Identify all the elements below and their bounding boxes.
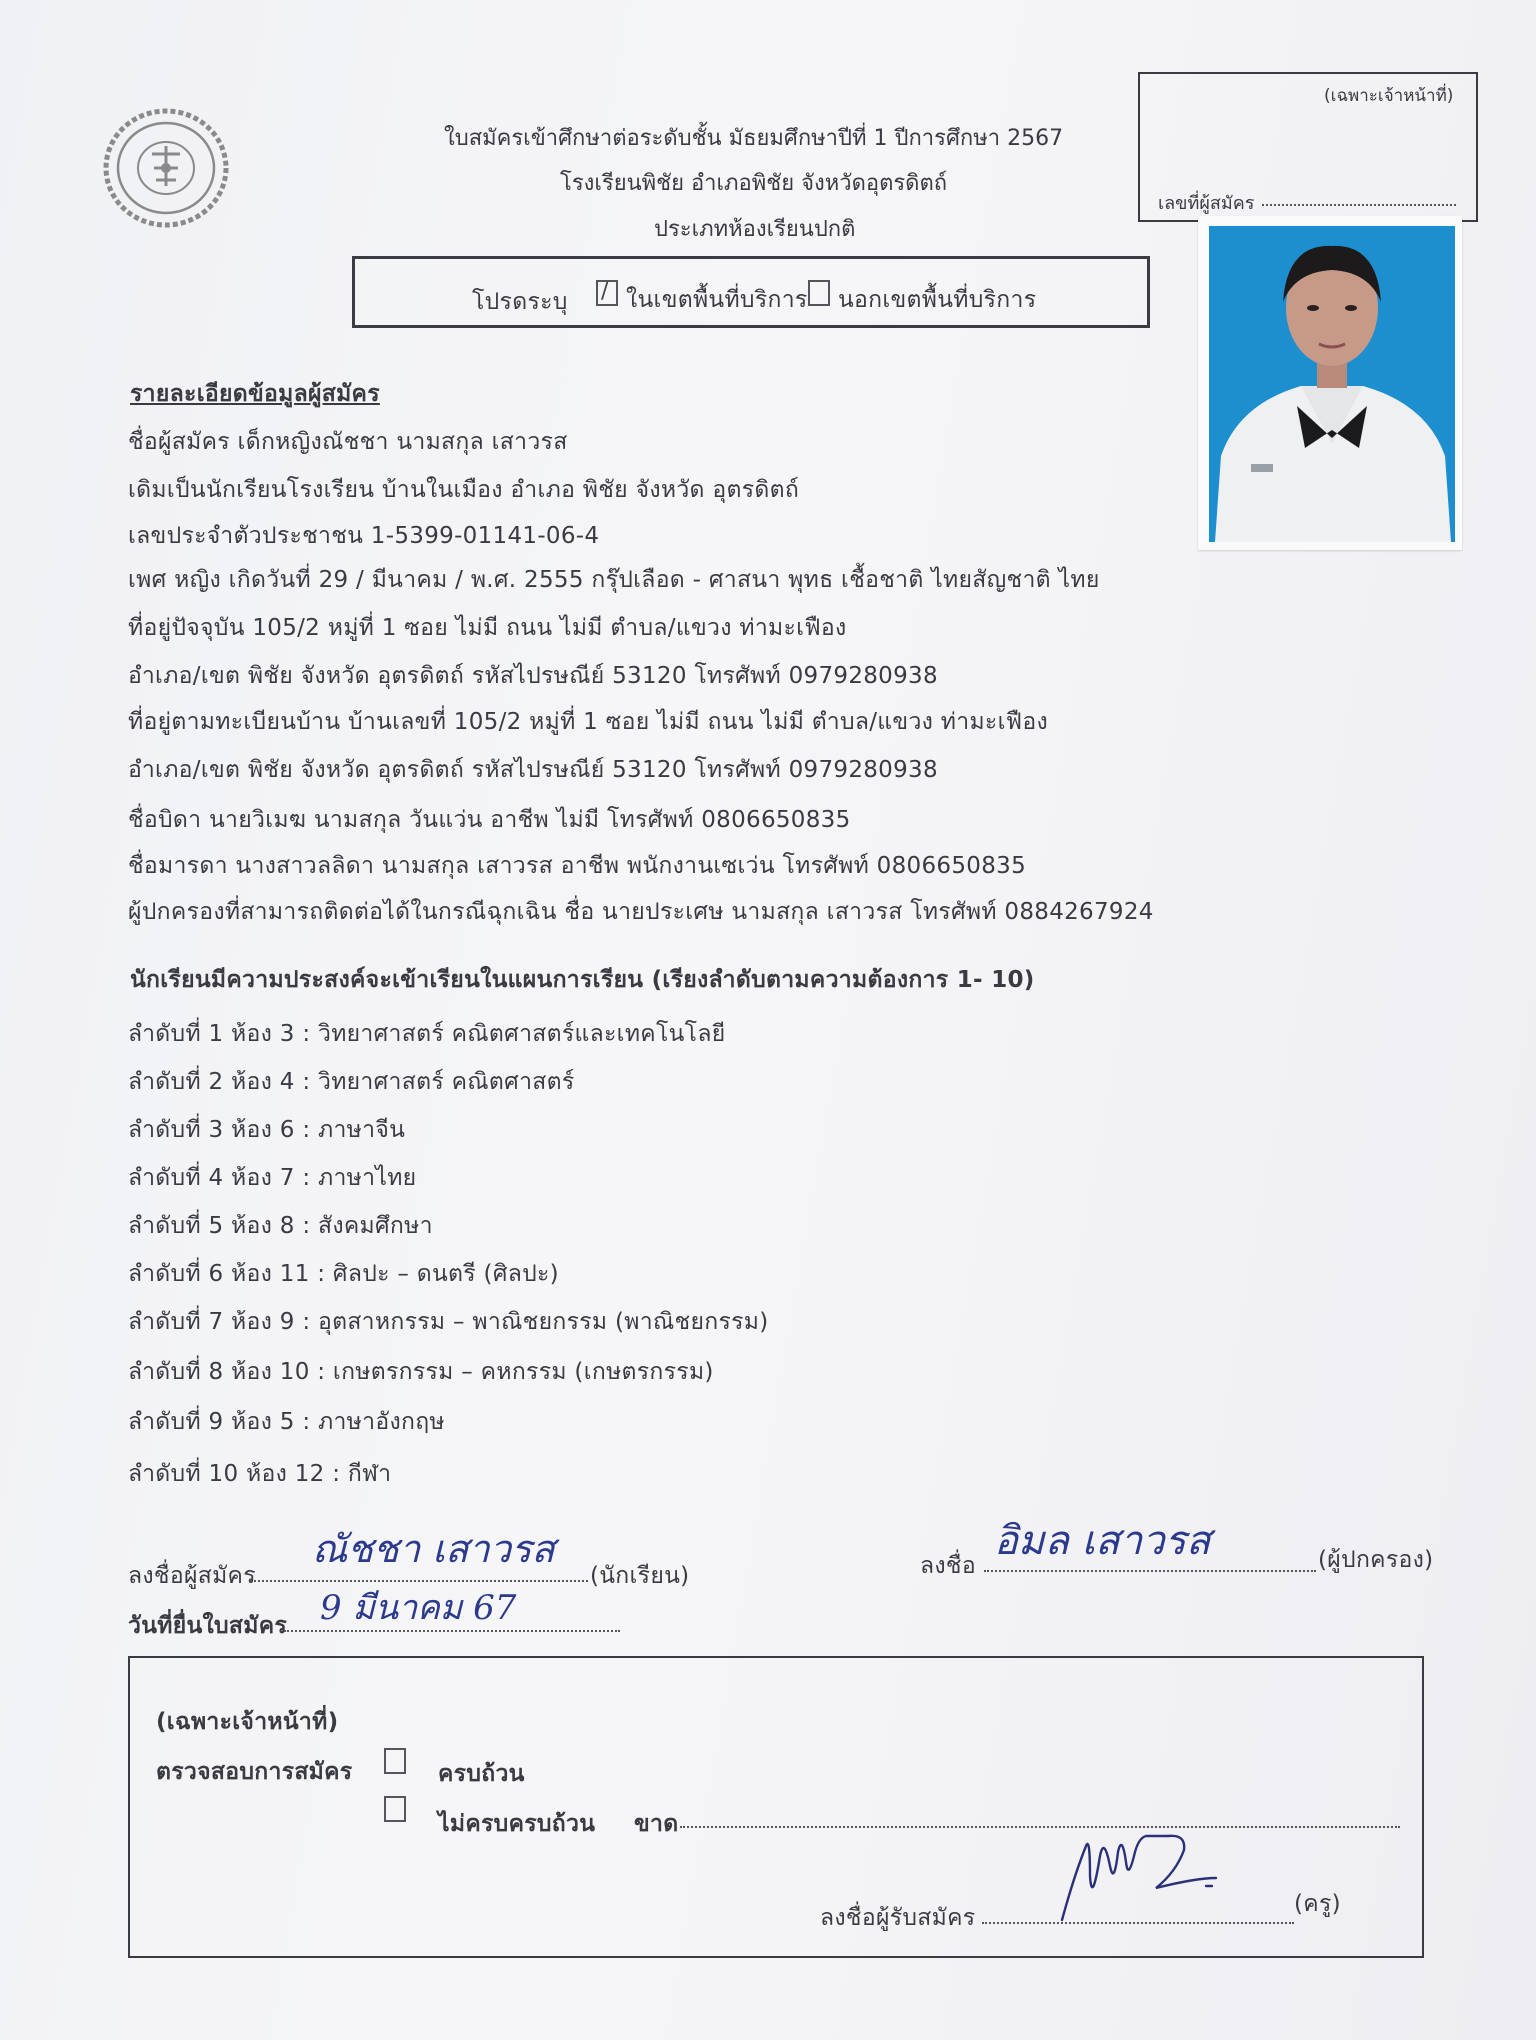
- submission-date-handwritten: 9 มีนาคม 67: [320, 1588, 517, 1628]
- applicant-section-title: รายละเอียดข้อมูลผู้สมัคร: [130, 381, 380, 407]
- complete-label: ครบถ้วน: [438, 1761, 525, 1787]
- preference-item: ลำดับที่ 1 ห้อง 3 : วิทยาศาสตร์ คณิตศาสตร์และเทคโนโลยี: [128, 1021, 726, 1047]
- previous-school-line: เดิมเป็นนักเรียนโรงเรียน บ้านในเมือง อำเภอ พิชัย จังหวัด อุตรดิตถ์: [128, 477, 800, 503]
- incomplete-checkbox[interactable]: [384, 1796, 406, 1822]
- in-area-checkbox[interactable]: [596, 280, 618, 306]
- guardian-signature-suffix: (ผู้ปกครอง): [1318, 1547, 1434, 1573]
- applicant-name-line: ชื่อผู้สมัคร เด็กหญิงณัชชา นามสกุล เสาวรส: [128, 429, 568, 455]
- school-seal-logo: [100, 106, 232, 230]
- preference-item: ลำดับที่ 7 ห้อง 9 : อุตสาหกรรม – พาณิชยกรรม (พาณิชยกรรม): [128, 1309, 769, 1335]
- receiver-signature-scribble: [1056, 1816, 1226, 1928]
- checkmark: /: [601, 279, 609, 304]
- preference-item: ลำดับที่ 3 ห้อง 6 : ภาษาจีน: [128, 1117, 406, 1143]
- preference-item: ลำดับที่ 10 ห้อง 12 : กีฬา: [128, 1461, 392, 1487]
- missing-items-line[interactable]: [680, 1826, 1400, 1828]
- applicant-number-label: เลขที่ผู้สมัคร: [1158, 193, 1255, 214]
- preference-item: ลำดับที่ 8 ห้อง 10 : เกษตรกรรม – คหกรรม (เกษตรกรรม): [128, 1359, 714, 1385]
- preference-item: ลำดับที่ 5 ห้อง 8 : สังคมศึกษา: [128, 1213, 433, 1239]
- applicant-signature-suffix: (นักเรียน): [590, 1563, 690, 1589]
- emergency-contact-line: ผู้ปกครองที่สามารถติดต่อได้ในกรณีฉุกเฉิน ชื่อ นายประเศษ นามสกุล เสาวรส โทรศัพท์ 0884267924: [128, 899, 1154, 925]
- applicant-photo: [1209, 226, 1455, 542]
- officer-note: (เฉพาะเจ้าหน้าที่): [1324, 86, 1454, 106]
- registered-address-line-2: อำเภอ/เขต พิชัย จังหวัด อุตรดิตถ์ รหัสไปรษณีย์ 53120 โทรศัพท์ 0979280938: [128, 757, 938, 783]
- application-check-label: ตรวจสอบการสมัคร: [156, 1759, 353, 1785]
- missing-label: ขาด: [634, 1811, 679, 1837]
- submission-date-label: วันที่ยื่นใบสมัคร: [128, 1613, 288, 1639]
- out-area-checkbox[interactable]: [808, 280, 830, 306]
- complete-checkbox[interactable]: [384, 1748, 406, 1774]
- officer-section-box: [128, 1656, 1424, 1958]
- receiver-signature-suffix: (ครู): [1294, 1891, 1341, 1917]
- receiver-signature-label: ลงชื่อผู้รับสมัคร: [820, 1905, 976, 1931]
- registered-address-line: ที่อยู่ตามทะเบียนบ้าน บ้านเลขที่ 105/2 หมู่ที่ 1 ซอย ไม่มี ถนน ไม่มี ตำบล/แขวง ท่ามะเฟือง: [128, 709, 1048, 735]
- out-area-label: นอกเขตพื้นที่บริการ: [838, 287, 1037, 313]
- preference-item: ลำดับที่ 2 ห้อง 4 : วิทยาศาสตร์ คณิตศาสตร์: [128, 1069, 575, 1095]
- incomplete-label: ไม่ครบครบถ้วน: [438, 1811, 596, 1837]
- applicant-handwritten-signature: ณัชชา เสาวรส: [312, 1527, 555, 1571]
- form-title: ใบสมัครเข้าศึกษาต่อระดับชั้น มัธยมศึกษาปีที่ 1 ปีการศึกษา 2567: [444, 126, 1064, 151]
- personal-info-line: เพศ หญิง เกิดวันที่ 29 / มีนาคม / พ.ศ. 2555 กรุ๊ปเลือด - ศาสนา พุทธ เชื้อชาติ ไทยสัญชาติ ไทย: [128, 567, 1100, 593]
- citizen-id-line: เลขประจำตัวประชาชน 1-5399-01141-06-4: [128, 523, 600, 549]
- current-address-line: ที่อยู่ปัจจุบัน 105/2 หมู่ที่ 1 ซอย ไม่มี ถนน ไม่มี ตำบล/แขวง ท่ามะเฟือง: [128, 615, 847, 641]
- current-address-line-2: อำเภอ/เขต พิชัย จังหวัด อุตรดิตถ์ รหัสไปรษณีย์ 53120 โทรศัพท์ 0979280938: [128, 663, 938, 689]
- school-line: โรงเรียนพิชัย อำเภอพิชัย จังหวัดอุตรดิตถ์: [560, 171, 948, 196]
- preferences-title: นักเรียนมีความประสงค์จะเข้าเรียนในแผนการเรียน (เรียงลำดับตามความต้องการ 1- 10): [130, 967, 1035, 993]
- preference-item: ลำดับที่ 6 ห้อง 11 : ศิลปะ – ดนตรี (ศิลปะ): [128, 1261, 559, 1287]
- applicant-signature-label: ลงชื่อผู้สมัคร: [128, 1563, 256, 1589]
- class-type: ประเภทห้องเรียนปกติ: [654, 217, 856, 242]
- preference-item: ลำดับที่ 9 ห้อง 5 : ภาษาอังกฤษ: [128, 1409, 445, 1435]
- photo-frame: [1198, 216, 1462, 550]
- mother-line: ชื่อมารดา นางสาวลลิดา นามสกุล เสาวรส อาชีพ พนักงานเซเว่น โทรศัพท์ 0806650835: [128, 853, 1027, 879]
- area-prompt: โปรดระบุ: [472, 289, 568, 315]
- guardian-handwritten-signature: อิมล เสาวรส: [994, 1518, 1211, 1564]
- officer-section-title: (เฉพาะเจ้าหน้าที่): [156, 1709, 339, 1735]
- preference-item: ลำดับที่ 4 ห้อง 7 : ภาษาไทย: [128, 1165, 417, 1191]
- applicant-number-line: [1262, 204, 1456, 206]
- in-area-label: ในเขตพื้นที่บริการ: [626, 287, 808, 313]
- father-line: ชื่อบิดา นายวิเมฆ นามสกุล วันแว่น อาชีพ ไม่มี โทรศัพท์ 0806650835: [128, 807, 851, 833]
- guardian-signature-label: ลงชื่อ: [920, 1553, 976, 1579]
